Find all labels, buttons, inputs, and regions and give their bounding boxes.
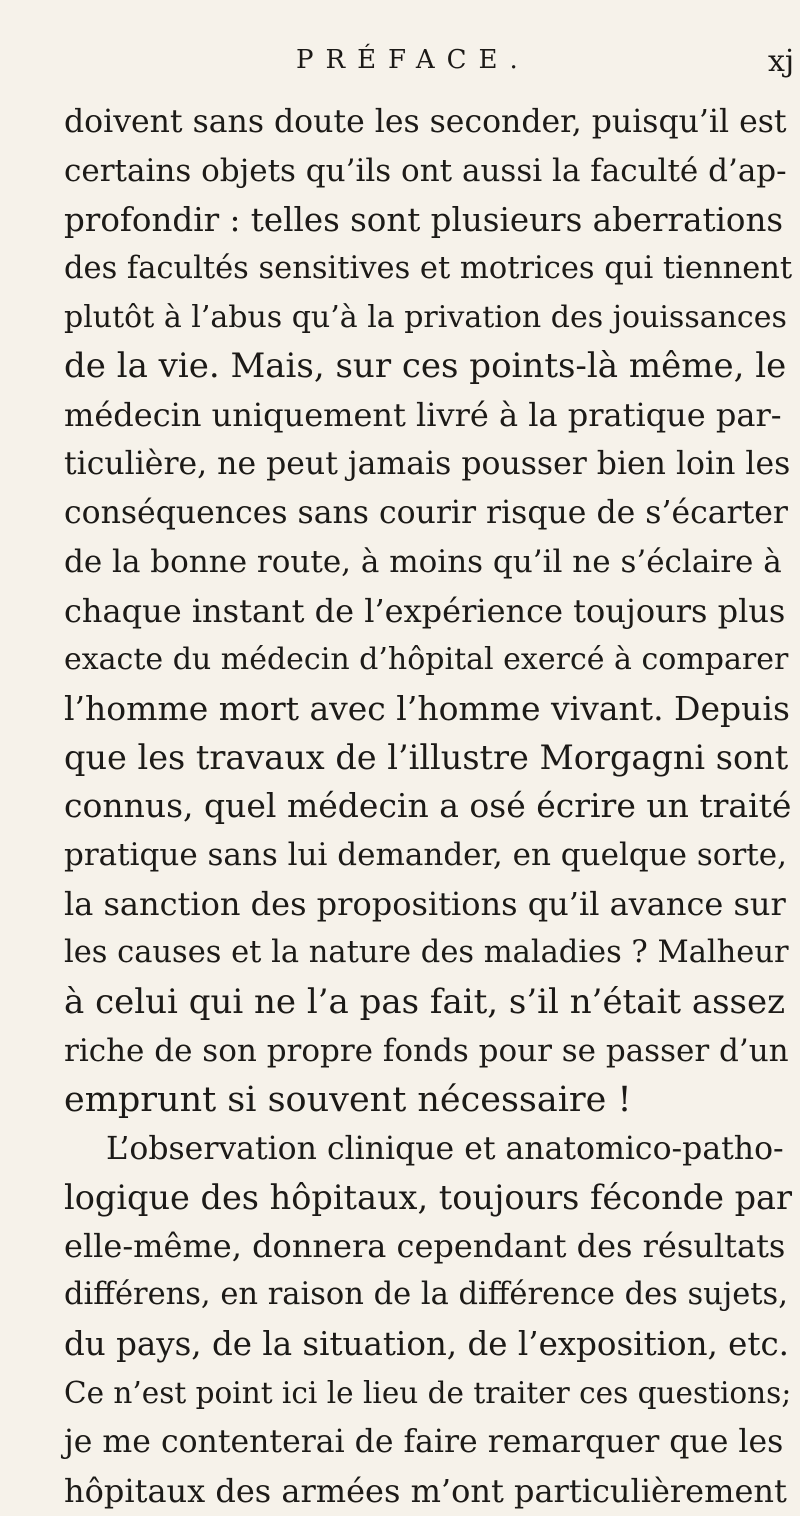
text-line: des facultés sensitives et motrices qui tiennent <box>64 250 793 286</box>
text-line: pratique sans lui demander, en quelque sorte, <box>64 837 787 874</box>
text-line: elle-même, donnera cependant des résultats <box>64 1227 786 1266</box>
body-text <box>64 98 800 1516</box>
text-line: certains objets qu’ils ont aussi la faculté d’ap- <box>64 152 787 189</box>
text-line: emprunt si souvent nécessaire ! <box>64 1079 632 1120</box>
page-number: xj <box>768 44 795 79</box>
text-line: de la vie. Mais, sur ces points-là même, le <box>64 346 787 387</box>
text-line: exacte du médecin d’hôpital exercé à comparer <box>64 641 789 677</box>
text-line: hôpitaux des armées m’ont particulièrement <box>64 1471 787 1510</box>
text-line: connus, quel médecin a osé écrire un traité <box>64 786 792 826</box>
text-line: ticulière, ne peut jamais pousser bien loin les <box>64 446 791 483</box>
text-line: médecin uniquement livré à la pratique par- <box>64 396 782 435</box>
text-line: différens, en raison de la différence des sujets, <box>64 1277 788 1313</box>
text-line: la sanction des propositions qu’il avance sur <box>64 885 786 924</box>
text-line: doivent sans doute les seconder, puisqu’il est <box>64 104 787 140</box>
paragraph-start-line: L’observation clinique et anatomico-patho- <box>106 1130 784 1167</box>
text-line: logique des hôpitaux, toujours féconde par <box>64 1177 793 1217</box>
text-line: l’homme mort avec l’homme vivant. Depuis <box>64 688 790 728</box>
text-line: de la bonne route, à moins qu’il ne s’éclaire à <box>64 544 782 581</box>
text-line: plutôt à l’abus qu’à la privation des jouissances <box>64 299 787 335</box>
text-line: Ce n’est point ici le lieu de traiter ces questions; <box>64 1376 792 1411</box>
text-line: chaque instant de l’expérience toujours plus <box>64 591 786 630</box>
text-line: conséquences sans courir risque de s’écarter <box>64 495 788 532</box>
text-line: que les travaux de l’illustre Morgagni sont <box>64 737 789 777</box>
text-line: riche de son propre fonds pour se passer d’un <box>64 1032 789 1069</box>
text-line: profondir : telles sont plusieurs aberrations <box>64 200 784 239</box>
text-line: les causes et la nature des maladies ? Malheur <box>64 935 789 971</box>
text-line: à celui qui ne l’a pas fait, s’il n’était assez <box>64 982 786 1023</box>
text-line: du pays, de la situation, de l’exposition, etc. <box>64 1325 790 1364</box>
text-line: je me contenterai de faire remarquer que les <box>64 1424 784 1461</box>
running-head: PRÉFACE. <box>296 45 530 75</box>
